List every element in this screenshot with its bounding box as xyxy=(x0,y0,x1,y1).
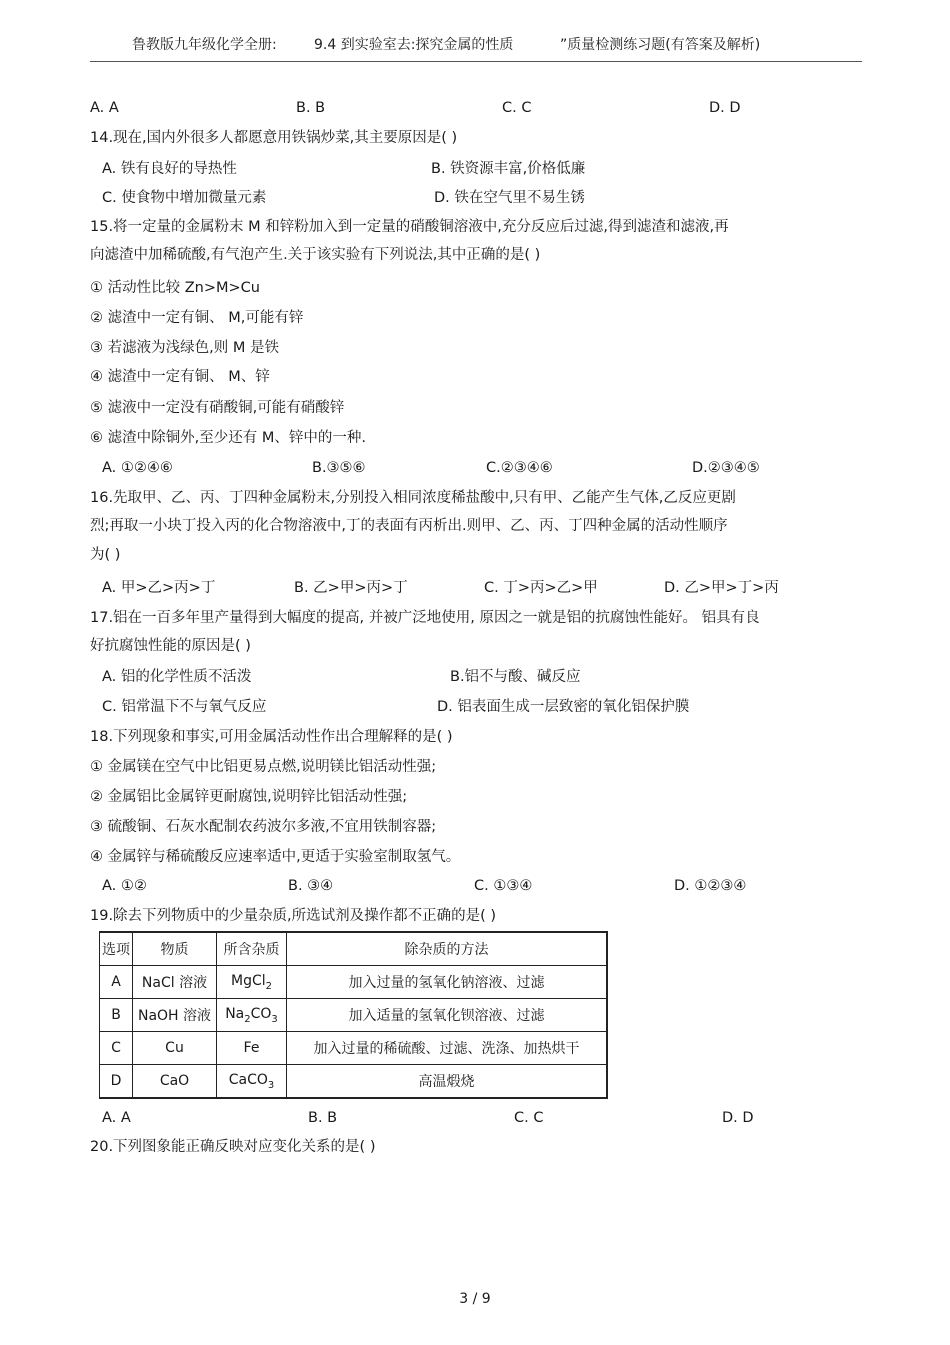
q20-stem: 20.下列图象能正确反映对应变化关系的是( ) xyxy=(90,1139,376,1155)
table-header-cell: 除杂质的方法 xyxy=(287,932,608,966)
table-cell-substance: NaCl 溶液 xyxy=(133,966,217,999)
table-cell-option: C xyxy=(100,1032,133,1065)
q19-option-b: B. B xyxy=(308,1110,338,1126)
q15-item-2: ② 滤渣中一定有铜、 M,可能有锌 xyxy=(90,310,304,326)
table-row xyxy=(100,1032,608,1065)
q16-option-d: D. 乙>甲>丁>丙 xyxy=(664,580,779,596)
formula-subscript: 3 xyxy=(271,1013,278,1025)
q16-option-c: C. 丁>丙>乙>甲 xyxy=(484,580,598,596)
q15-stem-line1: 15.将一定量的金属粉末 M 和锌粉加入到一定量的硝酸铜溶液中,充分反应后过滤,得到滤渣和滤液,再 xyxy=(90,219,729,235)
q18-option-c: C. ①③④ xyxy=(474,878,533,894)
table-row xyxy=(100,999,608,1032)
q16-stem-line3: 为( ) xyxy=(90,547,121,563)
q16-stem-line2: 烈;再取一小块丁投入丙的化合物溶液中,丁的表面有丙析出.则甲、乙、丙、丁四种金属的活动性顺序 xyxy=(90,518,728,534)
q18-item-2: ② 金属铝比金属锌更耐腐蚀,说明锌比铝活动性强; xyxy=(90,789,408,805)
q13-option-b: B. B xyxy=(296,100,326,116)
q18-item-3: ③ 硫酸铜、石灰水配制农药波尔多液,不宜用铁制容器; xyxy=(90,819,437,835)
table-cell-option: A xyxy=(100,966,133,999)
table-cell-method: 加入过量的稀硫酸、过滤、洗涤、加热烘干 xyxy=(287,1032,608,1065)
q17-option-b: B.铝不与酸、碱反应 xyxy=(450,669,581,685)
header-section: 9.4 到实验室去:探究金属的性质 xyxy=(314,37,514,53)
table-cell-impurity xyxy=(217,1065,287,1099)
q18-item-1: ① 金属镁在空气中比铝更易点燃,说明镁比铝活动性强; xyxy=(90,759,437,775)
q18-item-4: ④ 金属锌与稀硫酸反应速率适中,更适于实验室制取氢气。 xyxy=(90,849,461,865)
page-number: 3 / 9 xyxy=(459,1291,491,1307)
q16-option-b: B. 乙>甲>丙>丁 xyxy=(294,580,408,596)
formula-prefix: Na xyxy=(225,1005,245,1022)
header-title: ”质量检测练习题(有答案及解析) xyxy=(560,37,761,53)
table-row xyxy=(100,966,608,999)
q19-table xyxy=(99,931,608,1099)
q18-option-b: B. ③④ xyxy=(288,878,334,894)
q15-item-1: ① 活动性比较 Zn>M>Cu xyxy=(90,280,260,296)
table-row xyxy=(100,1065,608,1099)
q19-option-d: D. D xyxy=(722,1110,754,1126)
q13-option-c: C. C xyxy=(502,100,532,116)
q14-option-c: C. 使食物中增加微量元素 xyxy=(102,190,267,206)
q14-stem: 14.现在,国内外很多人都愿意用铁锅炒菜,其主要原因是( ) xyxy=(90,130,458,146)
table-cell-method: 加入适量的氢氧化钡溶液、过滤 xyxy=(287,999,608,1032)
formula-subscript: 2 xyxy=(265,980,272,992)
q17-option-a: A. 铝的化学性质不活泼 xyxy=(102,669,252,685)
q16-option-a: A. 甲>乙>丙>丁 xyxy=(102,580,216,596)
q16-stem-line1: 16.先取甲、乙、丙、丁四种金属粉末,分别投入相同浓度稀盐酸中,只有甲、乙能产生气体,乙反应更剧 xyxy=(90,490,736,506)
table-cell-option: D xyxy=(100,1065,133,1099)
q15-item-3: ③ 若滤液为浅绿色,则 M 是铁 xyxy=(90,340,279,356)
header-rule xyxy=(90,61,862,62)
q19-option-c: C. C xyxy=(514,1110,544,1126)
formula-main: CO xyxy=(250,1005,272,1022)
q14-option-a: A. 铁有良好的导热性 xyxy=(102,161,237,177)
q17-option-d: D. 铝表面生成一层致密的氧化铝保护膜 xyxy=(437,699,690,715)
q15-item-6: ⑥ 滤渣中除铜外,至少还有 M、锌中的一种. xyxy=(90,430,366,446)
table-header-cell: 物质 xyxy=(133,932,217,966)
table-cell-method: 加入过量的氢氧化钠溶液、过滤 xyxy=(287,966,608,999)
formula-main: MgCl xyxy=(230,972,266,989)
formula-subscript: 2 xyxy=(244,1013,251,1025)
q15-item-5: ⑤ 滤液中一定没有硝酸铜,可能有硝酸锌 xyxy=(90,400,345,416)
formula-main: Fe xyxy=(243,1040,260,1056)
table-header-row xyxy=(100,932,608,966)
table-cell-method: 高温煅烧 xyxy=(287,1065,608,1099)
q15-option-d: D.②③④⑤ xyxy=(692,460,760,476)
q18-stem: 18.下列现象和事实,可用金属活动性作出合理解释的是( ) xyxy=(90,729,453,745)
q17-stem-line1: 17.铝在一百多年里产量得到大幅度的提高, 并被广泛地使用, 原因之一就是铝的抗腐蚀性能好。 铝具有良 xyxy=(90,610,760,626)
q14-option-b: B. 铁资源丰富,价格低廉 xyxy=(431,161,586,177)
q17-stem-line2: 好抗腐蚀性能的原因是( ) xyxy=(90,638,251,654)
q13-option-a: A. A xyxy=(90,100,119,116)
q15-option-b: B.③⑤⑥ xyxy=(312,460,366,476)
q17-option-c: C. 铝常温下不与氧气反应 xyxy=(102,699,267,715)
q15-stem-line2: 向滤渣中加稀硫酸,有气泡产生.关于该实验有下列说法,其中正确的是( ) xyxy=(90,247,541,263)
header-book: 鲁教版九年级化学全册: xyxy=(132,37,277,53)
table-cell-impurity xyxy=(217,1032,287,1065)
q19-stem: 19.除去下列物质中的少量杂质,所选试剂及操作都不正确的是( ) xyxy=(90,908,497,924)
q18-option-d: D. ①②③④ xyxy=(674,878,747,894)
formula-subscript: 3 xyxy=(267,1079,275,1091)
table-cell-substance: Cu xyxy=(133,1032,217,1065)
table-cell-impurity xyxy=(217,966,287,999)
q19-option-a: A. A xyxy=(102,1110,131,1126)
q14-option-d: D. 铁在空气里不易生锈 xyxy=(434,190,585,206)
table-cell-substance: CaO xyxy=(133,1065,217,1099)
table-cell-substance: NaOH 溶液 xyxy=(133,999,217,1032)
q15-option-c: C.②③④⑥ xyxy=(486,460,553,476)
formula-main: CaCO xyxy=(228,1071,268,1088)
q18-option-a: A. ①② xyxy=(102,878,147,894)
table-header-cell: 选项 xyxy=(100,932,133,966)
table-cell-impurity xyxy=(217,999,287,1032)
q15-item-4: ④ 滤渣中一定有铜、 M、锌 xyxy=(90,369,270,385)
table-header-cell: 所含杂质 xyxy=(217,932,287,966)
q15-option-a: A. ①②④⑥ xyxy=(102,460,173,476)
table-cell-option: B xyxy=(100,999,133,1032)
q13-option-d: D. D xyxy=(709,100,741,116)
